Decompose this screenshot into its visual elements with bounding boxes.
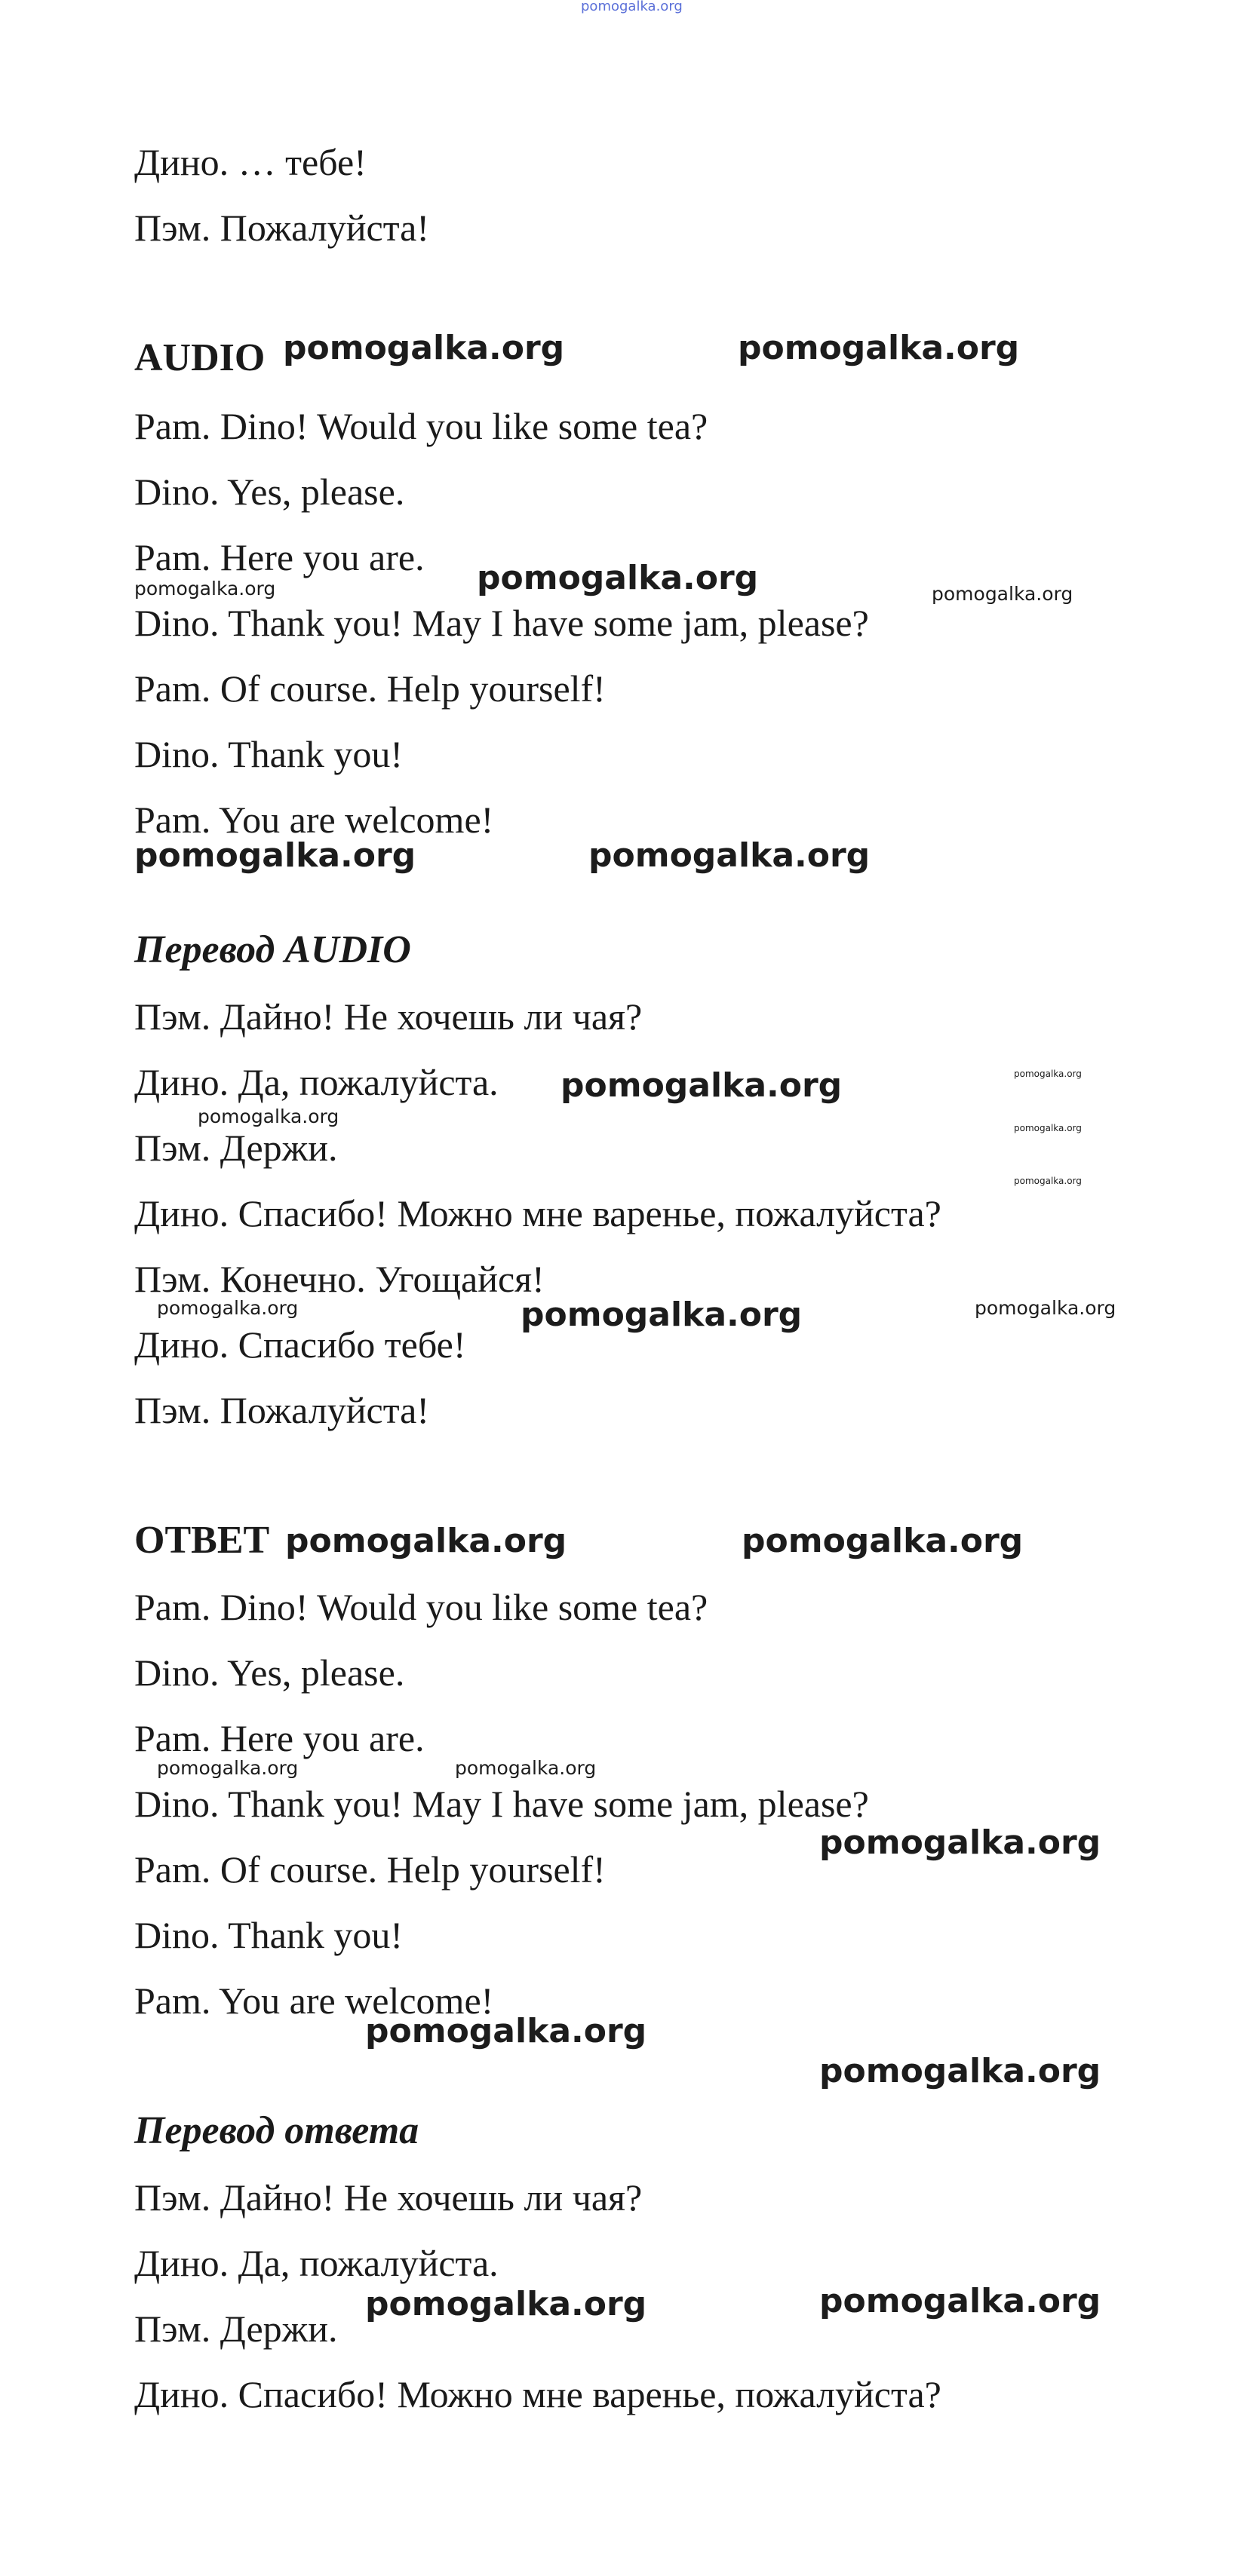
dialogue-line: Pam. Of course. Help yourself!	[134, 1848, 606, 1891]
watermark: pomogalka.org	[455, 1757, 597, 1779]
watermark: pomogalka.org	[819, 1823, 1101, 1862]
watermark: pomogalka.org	[1014, 1069, 1082, 1079]
watermark: pomogalka.org	[561, 1066, 843, 1105]
dialogue-line: Дино. Да, пожалуйста.	[134, 1061, 499, 1103]
watermark: pomogalka.org	[588, 836, 871, 875]
dialogue-line: Пэм. Держи.	[134, 2308, 338, 2350]
watermark: pomogalka.org	[742, 1522, 1024, 1560]
watermark: pomogalka.org	[477, 559, 759, 597]
section-heading-audio-translation: Перевод AUDIO	[134, 928, 411, 971]
dialogue-line: Пэм. Держи.	[134, 1127, 338, 1169]
watermark: pomogalka.org	[975, 1297, 1116, 1319]
dialogue-line: Пэм. Конечно. Угощайся!	[134, 1258, 545, 1300]
watermark: pomogalka.org	[365, 2012, 647, 2050]
section-heading-audio: AUDIO	[134, 336, 266, 379]
watermark: pomogalka.org	[157, 1757, 299, 1779]
dialogue-line: Dino. Thank you! May I have some jam, please?	[134, 1783, 869, 1825]
watermark: pomogalka.org	[819, 2052, 1101, 2090]
watermark: pomogalka.org	[738, 329, 1020, 367]
dialogue-line: Pam. Dino! Would you like some tea?	[134, 405, 708, 447]
watermark: pomogalka.org	[157, 1297, 299, 1319]
dialogue-line: Дино. Спасибо тебе!	[134, 1323, 466, 1366]
dialogue-line: Пэм. Пожалуйста!	[134, 1389, 430, 1431]
dialogue-line: Dino. Thank you!	[134, 733, 403, 775]
watermark: pomogalka.org	[1014, 1123, 1082, 1133]
dialogue-line: Pam. You are welcome!	[134, 1980, 494, 2022]
section-heading-answer-translation: Перевод ответа	[134, 2109, 419, 2152]
dialogue-line: Pam. Dino! Would you like some tea?	[134, 1586, 708, 1628]
watermark: pomogalka.org	[134, 578, 276, 600]
dialogue-line: Pam. You are welcome!	[134, 799, 494, 841]
intro-line: Дино. … тебе!	[134, 141, 367, 183]
watermark: pomogalka.org	[198, 1106, 339, 1127]
intro-line: Пэм. Пожалуйста!	[134, 207, 430, 249]
dialogue-line: Дино. Да, пожалуйста.	[134, 2242, 499, 2284]
dialogue-line: Пэм. Дайно! Не хочешь ли чая?	[134, 2176, 643, 2219]
watermark: pomogalka.org	[365, 2285, 647, 2323]
watermark: pomogalka.org	[819, 2282, 1101, 2320]
dialogue-line: Dino. Thank you! May I have some jam, please?	[134, 602, 869, 644]
header-watermark: pomogalka.org	[581, 0, 683, 14]
watermark: pomogalka.org	[285, 1522, 567, 1560]
watermark: pomogalka.org	[521, 1296, 803, 1334]
dialogue-line: Дино. Спасибо! Можно мне варенье, пожалуйста?	[134, 2373, 941, 2415]
dialogue-line: Pam. Of course. Help yourself!	[134, 667, 606, 710]
watermark: pomogalka.org	[932, 583, 1073, 605]
dialogue-line: Pam. Here you are.	[134, 536, 425, 578]
dialogue-line: Dino. Thank you!	[134, 1914, 403, 1956]
dialogue-line: Дино. Спасибо! Можно мне варенье, пожалуйста?	[134, 1192, 941, 1234]
watermark: pomogalka.org	[1014, 1176, 1082, 1186]
watermark: pomogalka.org	[283, 329, 565, 367]
dialogue-line: Dino. Yes, please.	[134, 1651, 405, 1694]
dialogue-line: Dino. Yes, please.	[134, 471, 405, 513]
dialogue-line: Pam. Here you are.	[134, 1717, 425, 1759]
dialogue-line: Пэм. Дайно! Не хочешь ли чая?	[134, 995, 643, 1038]
watermark: pomogalka.org	[134, 836, 416, 875]
section-heading-answer: ОТВЕТ	[134, 1519, 270, 1562]
